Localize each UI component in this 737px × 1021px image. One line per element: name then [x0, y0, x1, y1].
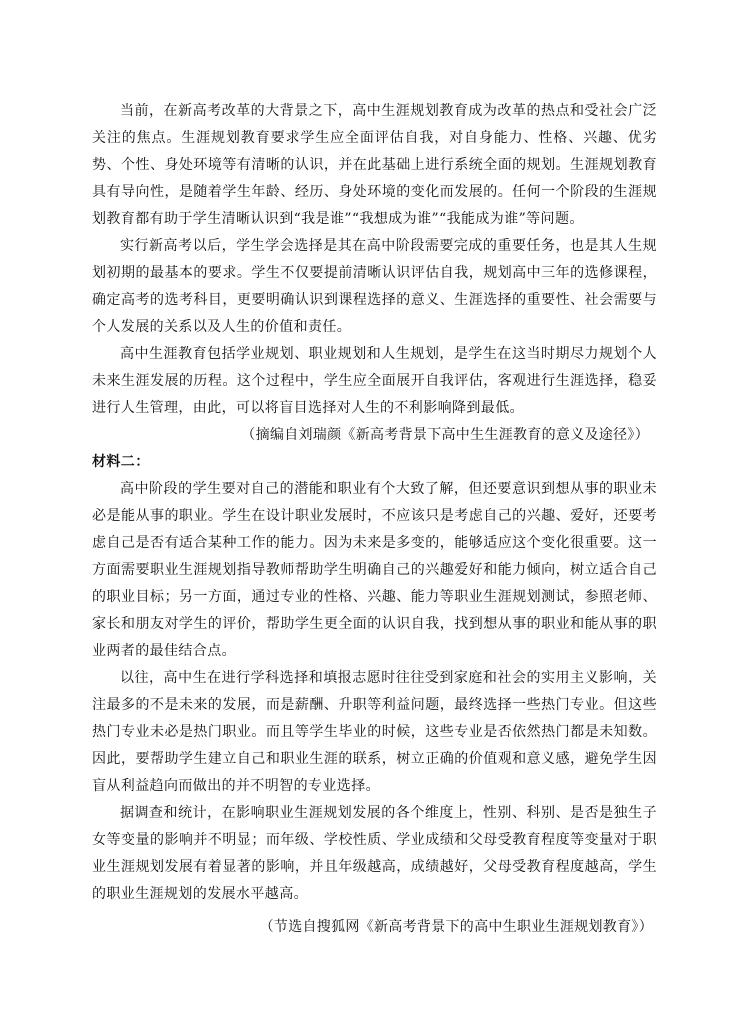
section-heading: 材料二：: [92, 454, 150, 470]
paragraph: 以往，高中生在进行学科选择和填报志愿时往往受到家庭和社会的实用主义影响，关注最多的不是未来的发展，而是薪酬、升职等利益问题，最终选择一些热门专业。但这些热门专业未必是热门职业。而且等学生毕业的时候，这些专业是否依然热门都是未知数。因此，要帮助学生建立自己和职业生涯的联系，树立正确的价值观和意义感，避免学生因盲从利益趋向而做出的并不明智的专业选择。: [92, 670, 657, 794]
paragraph: 高中阶段的学生要对自己的潜能和职业有个大致了解，但还要意识到想从事的职业未必是能从事的职业。学生在设计职业发展时，不应该只是考虑自己的兴趣、爱好，还要考虑自己是否有适合某种工作的能力。因为未来是多变的，能够适应这个变化很重要。这一方面需要职业生涯规划指导教师帮助学生明确自己的兴趣爱好和能力倾向，树立适合自己的职业目标；另一方面，通过专业的性格、兴趣、能力等职业生涯规划测试，参照老师、家长和朋友对学生的评价，帮助学生更全面的认识自我，找到想从事的职业和能从事的职业两者的最佳结合点。: [92, 481, 657, 659]
document-body: [92, 98, 657, 941]
paragraph: 据调查和统计，在影响职业生涯规划发展的各个维度上，性别、科别、是否是独生子女等变量的影响并不明显；而年级、学校性质、学业成绩和父母受教育程度等变量对于职业生涯规划发展有着显著的影响，并且年级越高，成绩越好，父母受教育程度越高，学生的职业生涯规划的发展水平越高。: [92, 805, 657, 902]
paragraph: 当前，在新高考改革的大背景之下，高中生涯规划教育成为改革的热点和受社会广泛关注的焦点。生涯规划教育要求学生应全面评估自我，对自身能力、性格、兴趣、优劣势、个性、身处环境等有清晰的认识，并在此基础上进行系统全面的规划。生涯规划教育具有导向性，是随着学生年龄、经历、身处环境的变化而发展的。任何一个阶段的生涯规划教育都有助于学生清晰认识到“我是谁”“我想成为谁”“我能成为谁”等问题。: [92, 103, 657, 227]
source-citation: （摘编自刘瑞颜《新高考背景下高中生生涯教育的意义及途径》）: [241, 427, 649, 443]
source-citation: （节选自搜狐网《新高考背景下的高中生职业生涯规划教育》）: [259, 919, 653, 935]
paragraph: 实行新高考以后，学生学会选择是其在高中阶段需要完成的重要任务，也是其人生规划初期的最基本的要求。学生不仅要提前清晰认识评估自我，规划高中三年的选修课程，确定高考的选考科目，更要明确认识到课程选择的意义、生涯选择的重要性、社会需要与个人发展的关系以及人生的价值和责任。: [92, 238, 657, 335]
paragraph: 高中生涯教育包括学业规划、职业规划和人生规划，是学生在这当时期尽力规划个人未来生涯发展的历程。这个过程中，学生应全面展开自我评估，客观进行生涯选择，稳妥进行人生管理，由此，可以将盲目选择对人生的不利影响降到最低。: [92, 346, 657, 416]
